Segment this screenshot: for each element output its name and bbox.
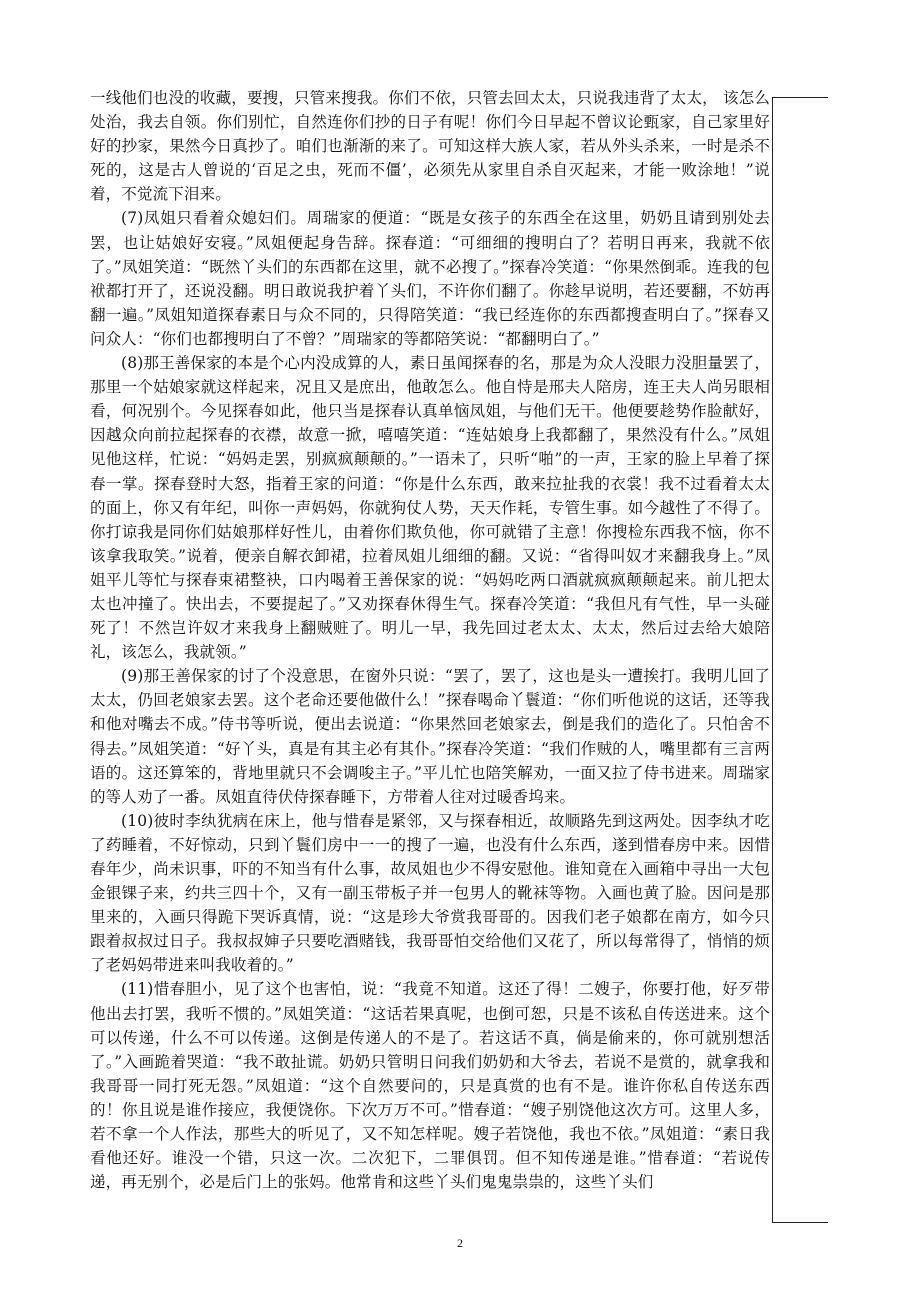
paragraph-10: (10)彼时李纨犹病在床上，他与惜春是紧邻，又与探春相近，故顺路先到这两处。因李纨才吃了药睡着，不好惊动，只到丫鬟们房中一一的搜了一遍，也没有什么东西，遂到惜春房中来。因惜春年少，尚未识事，吓的不知当有什么事，故凤姐也少不得安慰他。谁知竟在入画箱中寻出一大包金银锞子来，约共三四十个，又有一副玉带板子并一包男人的靴袜等物。入画也黄了脸。因问是那里来的，入画只得跪下哭诉真情，说：“这是珍大爷赏我哥哥的。因我们老子娘都在南方，如今只跟着叔叔过日子。我叔叔婶子只要吃酒赌钱，我哥哥怕交给他们又花了，所以每常得了，悄悄的烦了老妈妈带进来叫我收着的。” <box>90 811 770 975</box>
margin-bracket-frame <box>772 97 828 1223</box>
body-text <box>90 86 770 1194</box>
page-number: 2 <box>457 1236 463 1250</box>
paragraph-continued: 一线他们也没的收藏，要搜，只管来搜我。你们不依，只管去回太太，只说我违背了太太， 该怎么处治，我去自领。你们别忙，自然连你们抄的日子有呢！你们今日早起不曾议论甄家，自己家里好好的抄家，果然今日真抄了。咱们也渐渐的来了。可知这样大族人家，若从外头杀来，一时是杀不死的，这是古人曾说的‘百足之虫，死而不僵’，必须先从家里自杀自灭起来，才能一败涂地！”说着，不觉流下泪来。 <box>90 89 770 204</box>
paragraph-8: (8)那王善保家的本是个心内没成算的人，素日虽闻探春的名，那是为众人没眼力没胆量罢了，那里一个姑娘家就这样起来，况且又是庶出，他敢怎么。他自恃是邢夫人陪房，连王夫人尚另眼相看，何况别个。今见探春如此，他只当是探春认真单恼凤姐，与他们无干。他便要趁势作脸献好，因越众向前拉起探春的衣襟，故意一掀，嘻嘻笑道：“连姑娘身上我都翻了，果然没有什么。”凤姐见他这样，忙说：“妈妈走罢，别疯疯颠颠的。”一语未了，只听“啪”的一声，王家的脸上早着了探春一掌。探春登时大怒，指着王家的问道：“你是什么东西，敢来拉扯我的衣裳！我不过看着太太的面上，你又有年纪，叫你一声妈妈，你就狗仗人势，天天作耗，专管生事。如今越性了不得了。你打谅我是同你们姑娘那样好性儿，由着你们欺负他，你可就错了主意！你搜检东西我不恼，你不该拿我取笑。”说着，便亲自解衣卸裙，拉着凤姐儿细细的翻。又说：“省得叫奴才来翻我身上。”凤姐平儿等忙与探春束裙整袂，口内喝着王善保家的说：“妈妈吃两口酒就疯疯颠颠起来。前儿把太太也冲撞了。快出去，不要提起了。”又劝探春休得生气。探春冷笑道：“我但凡有气性，早一头碰死了！不然岂许奴才来我身上翻贼赃了。明儿一早，我先回过老太太、太太，然后过去给大娘陪礼，该怎么，我就领。” <box>90 354 770 662</box>
paragraph-9: (9)那王善保家的讨了个没意思，在窗外只说：“罢了，罢了，这也是头一遭挨打。我明儿回了太太，仍回老娘家去罢。这个老命还要他做什么！”探春喝命丫鬟道：“你们听他说的这话，还等我和他对嘴去不成。”侍书等听说，便出去说道：“你果然回老娘家去，倒是我们的造化了。只怕舍不得去。”凤姐笑道：“好丫头，真是有其主必有其仆。”探春冷笑道：“我们作贼的人，嘴里都有三言两语的。这还算笨的，背地里就只不会调唆主子。”平儿忙也陪笑解劝，一面又拉了侍书进来。周瑞家的等人劝了一番。凤姐直待伏侍探春睡下，方带着人往对过暖香坞来。 <box>90 667 770 806</box>
paragraph-11: (11)惜春胆小，见了这个也害怕，说：“我竟不知道。这还了得！二嫂子，你要打他，好歹带他出去打罢，我听不惯的。”凤姐笑道：“这话若果真呢，也倒可恕，只是不该私自传送进来。这个可以传递，什么不可以传递。这倒是传递人的不是了。若这话不真，倘是偷来的，你可就别想活了。”入画跪着哭道：“我不敢扯谎。奶奶只管明日问我们奶奶和大爷去，若说不是赏的，就拿我和我哥哥一同打死无怨。”凤姐道：“这个自然要问的，只是真赏的也有不是。谁许你私自传送东西的！你且说是谁作接应，我便饶你。下次万万不可。”惜春道：“嫂子别饶他这次方可。这里人多，若不拿一个人作法，那些大的听见了，又不知怎样呢。嫂子若饶他，我也不依。”凤姐道：“素日我看他还好。谁没一个错，只这一次。二次犯下，二罪俱罚。但不知传递是谁。”惜春道：“若说传递，再无别个，必是后门上的张妈。他常肯和这些丫头们鬼鬼祟祟的，这些丫头们 <box>90 980 770 1192</box>
paragraph-7: (7)凤姐只看着众媳妇们。周瑞家的便道：“既是女孩子的东西全在这里，奶奶且请到别处去罢，也让姑娘好安寝。”凤姐便起身告辞。探春道：“可细细的搜明白了？若明日再来，我就不依了。”凤姐笑道：“既然丫头们的东西都在这里，就不必搜了。”探春冷笑道：“你果然倒乖。连我的包袱都打开了，还说没翻。明日敢说我护着丫头们，不许你们翻了。你趁早说明，若还要翻，不妨再翻一遍。”凤姐知道探春素日与众不同的，只得陪笑道：“我已经连你的东西都搜查明白了。”探春又问众人：“你们也都搜明白了不曾？”周瑞家的等都陪笑说：“都翻明白了。” <box>90 209 770 348</box>
